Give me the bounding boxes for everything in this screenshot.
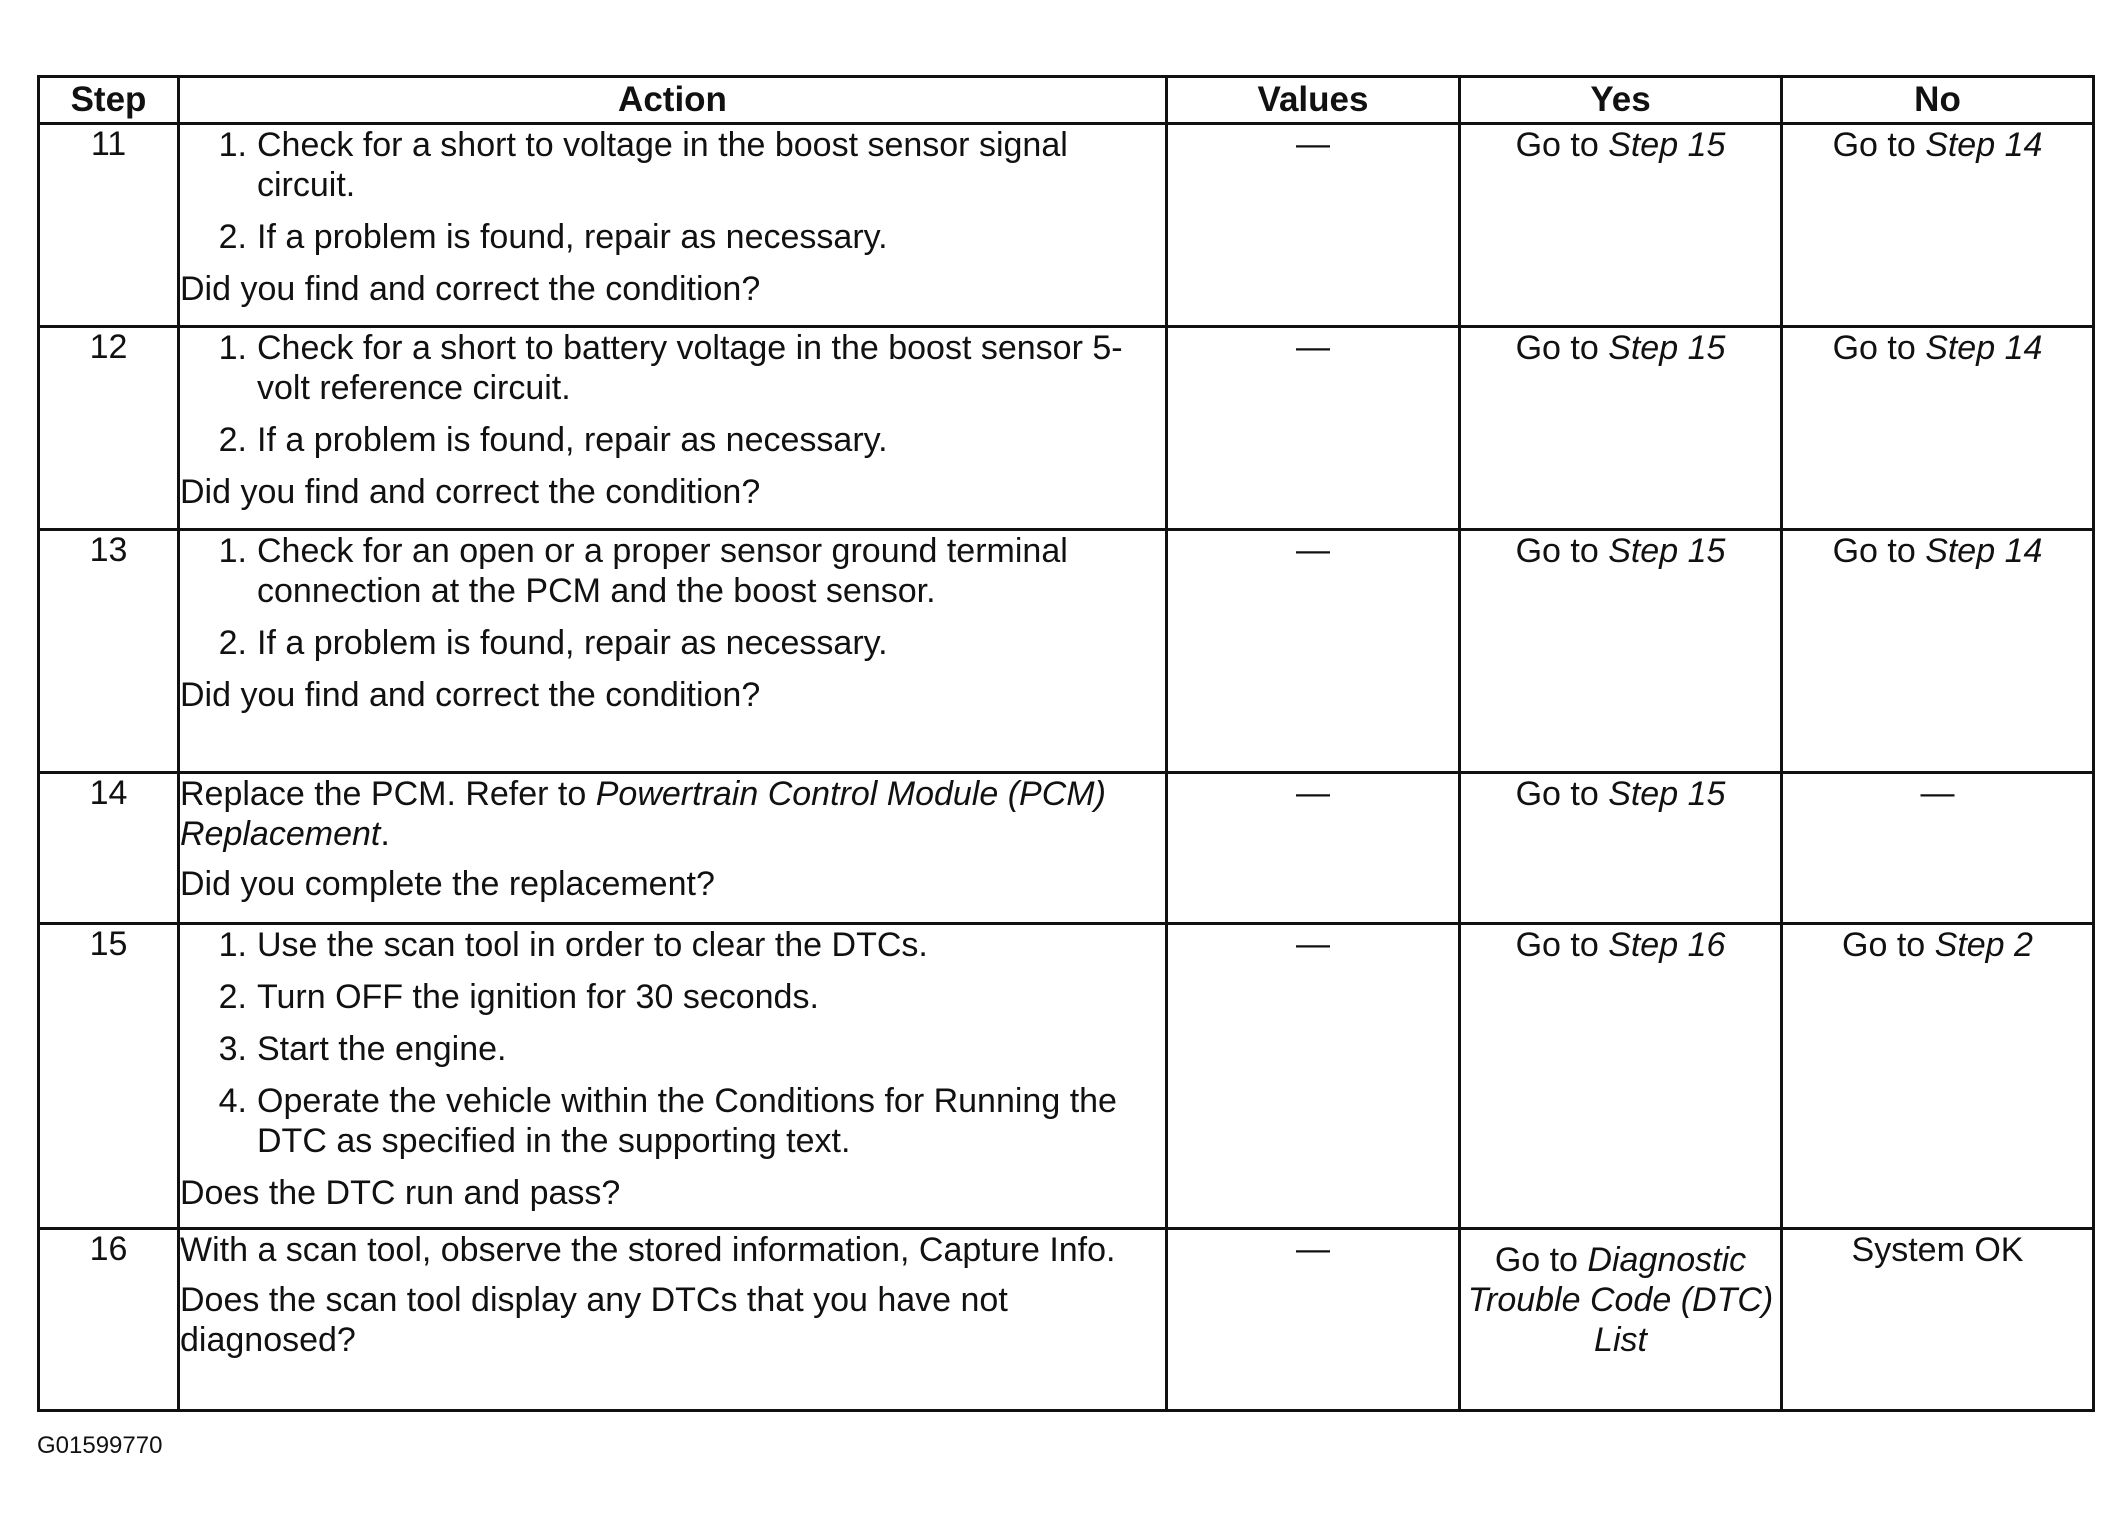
action-cell [179, 327, 1167, 530]
yes-cell: Go to Step 15 [1460, 773, 1782, 924]
table-row [39, 327, 2094, 530]
question-text: Did you find and correct the condition? [180, 676, 761, 714]
action-cell [179, 773, 1167, 924]
header-yes: Yes [1460, 77, 1782, 124]
action-cell [179, 530, 1167, 773]
yes-cell: Go to Step 15 [1460, 327, 1782, 530]
instruction-text: Replace the PCM. Refer to Powertrain Control Module (PCM) Replacement. [180, 775, 1106, 853]
step-link[interactable]: Step 14 [1925, 126, 2043, 164]
list-item: 1. Check for a short to voltage in the boost sensor signal circuit. [218, 126, 1068, 204]
list-item: 1. Check for a short to battery voltage in the boost sensor 5-volt reference circuit. [218, 329, 1123, 407]
table-row [39, 924, 2094, 1229]
action-cell [179, 924, 1167, 1229]
step-link[interactable]: Step 15 [1608, 775, 1726, 813]
no-cell: Go to Step 2 [1782, 924, 2094, 1229]
values-cell: — [1167, 530, 1460, 773]
list-item: 3. Start the engine. [218, 1030, 507, 1068]
step-number: 12 [39, 327, 179, 530]
values-cell: — [1167, 124, 1460, 327]
step-number: 13 [39, 530, 179, 773]
header-values: Values [1167, 77, 1460, 124]
yes-cell: Go to Step 15 [1460, 530, 1782, 773]
step-link[interactable]: Step 15 [1608, 329, 1726, 367]
list-item: 1. Check for an open or a proper sensor ground terminal connection at the PCM and the boost sensor. [218, 532, 1068, 610]
table-row [39, 124, 2094, 327]
table-row [39, 530, 2094, 773]
diagnostic-table [37, 75, 2095, 1412]
table-row [39, 773, 2094, 924]
instruction-text: With a scan tool, observe the stored information, Capture Info. [180, 1231, 1116, 1269]
header-action: Action [179, 77, 1167, 124]
step-link[interactable]: Step 15 [1608, 532, 1726, 570]
list-item: 2. Turn OFF the ignition for 30 seconds. [218, 978, 819, 1016]
action-cell [179, 124, 1167, 327]
yes-cell: Go to Step 16 [1460, 924, 1782, 1229]
step-link[interactable]: Step 14 [1925, 532, 2043, 570]
list-item: 2. If a problem is found, repair as necessary. [218, 624, 888, 662]
step-link[interactable]: Step 14 [1925, 329, 2043, 367]
list-item: 1. Use the scan tool in order to clear the DTCs. [218, 926, 928, 964]
question-text: Did you find and correct the condition? [180, 270, 761, 308]
values-cell: — [1167, 773, 1460, 924]
list-item: 4. Operate the vehicle within the Conditions for Running the DTC as specified in the supporting text. [218, 1082, 1117, 1160]
step-number: 16 [39, 1229, 179, 1411]
step-number: 11 [39, 124, 179, 327]
yes-cell: Go to Diagnostic Trouble Code (DTC) List [1460, 1229, 1782, 1411]
list-item: 2. If a problem is found, repair as necessary. [218, 421, 888, 459]
reference-link[interactable]: Powertrain Control Module (PCM) Replacement [180, 775, 1106, 853]
no-cell: Go to Step 14 [1782, 327, 2094, 530]
action-cell [179, 1229, 1167, 1411]
dtc-list-link[interactable]: Diagnostic Trouble Code (DTC) List [1467, 1241, 1774, 1359]
question-text: Did you find and correct the condition? [180, 473, 761, 511]
no-cell: System OK [1782, 1229, 2094, 1411]
figure-id: G01599770 [37, 1432, 163, 1459]
list-item: 2. If a problem is found, repair as necessary. [218, 218, 888, 256]
table-row [39, 1229, 2094, 1411]
yes-cell: Go to Step 15 [1460, 124, 1782, 327]
values-cell: — [1167, 1229, 1460, 1411]
no-cell: Go to Step 14 [1782, 124, 2094, 327]
question-text: Does the DTC run and pass? [180, 1174, 621, 1212]
no-cell: Go to Step 14 [1782, 530, 2094, 773]
values-cell: — [1167, 924, 1460, 1229]
step-link[interactable]: Step 16 [1608, 926, 1726, 964]
header-step: Step [39, 77, 179, 124]
step-number: 14 [39, 773, 179, 924]
header-no: No [1782, 77, 2094, 124]
step-link[interactable]: Step 2 [1934, 926, 2033, 964]
question-text: Did you complete the replacement? [180, 865, 715, 903]
step-number: 15 [39, 924, 179, 1229]
no-cell: — [1782, 773, 2094, 924]
header-row [39, 77, 2094, 124]
values-cell: — [1167, 327, 1460, 530]
question-text: Does the scan tool display any DTCs that you have not diagnosed? [180, 1281, 1008, 1359]
step-link[interactable]: Step 15 [1608, 126, 1726, 164]
